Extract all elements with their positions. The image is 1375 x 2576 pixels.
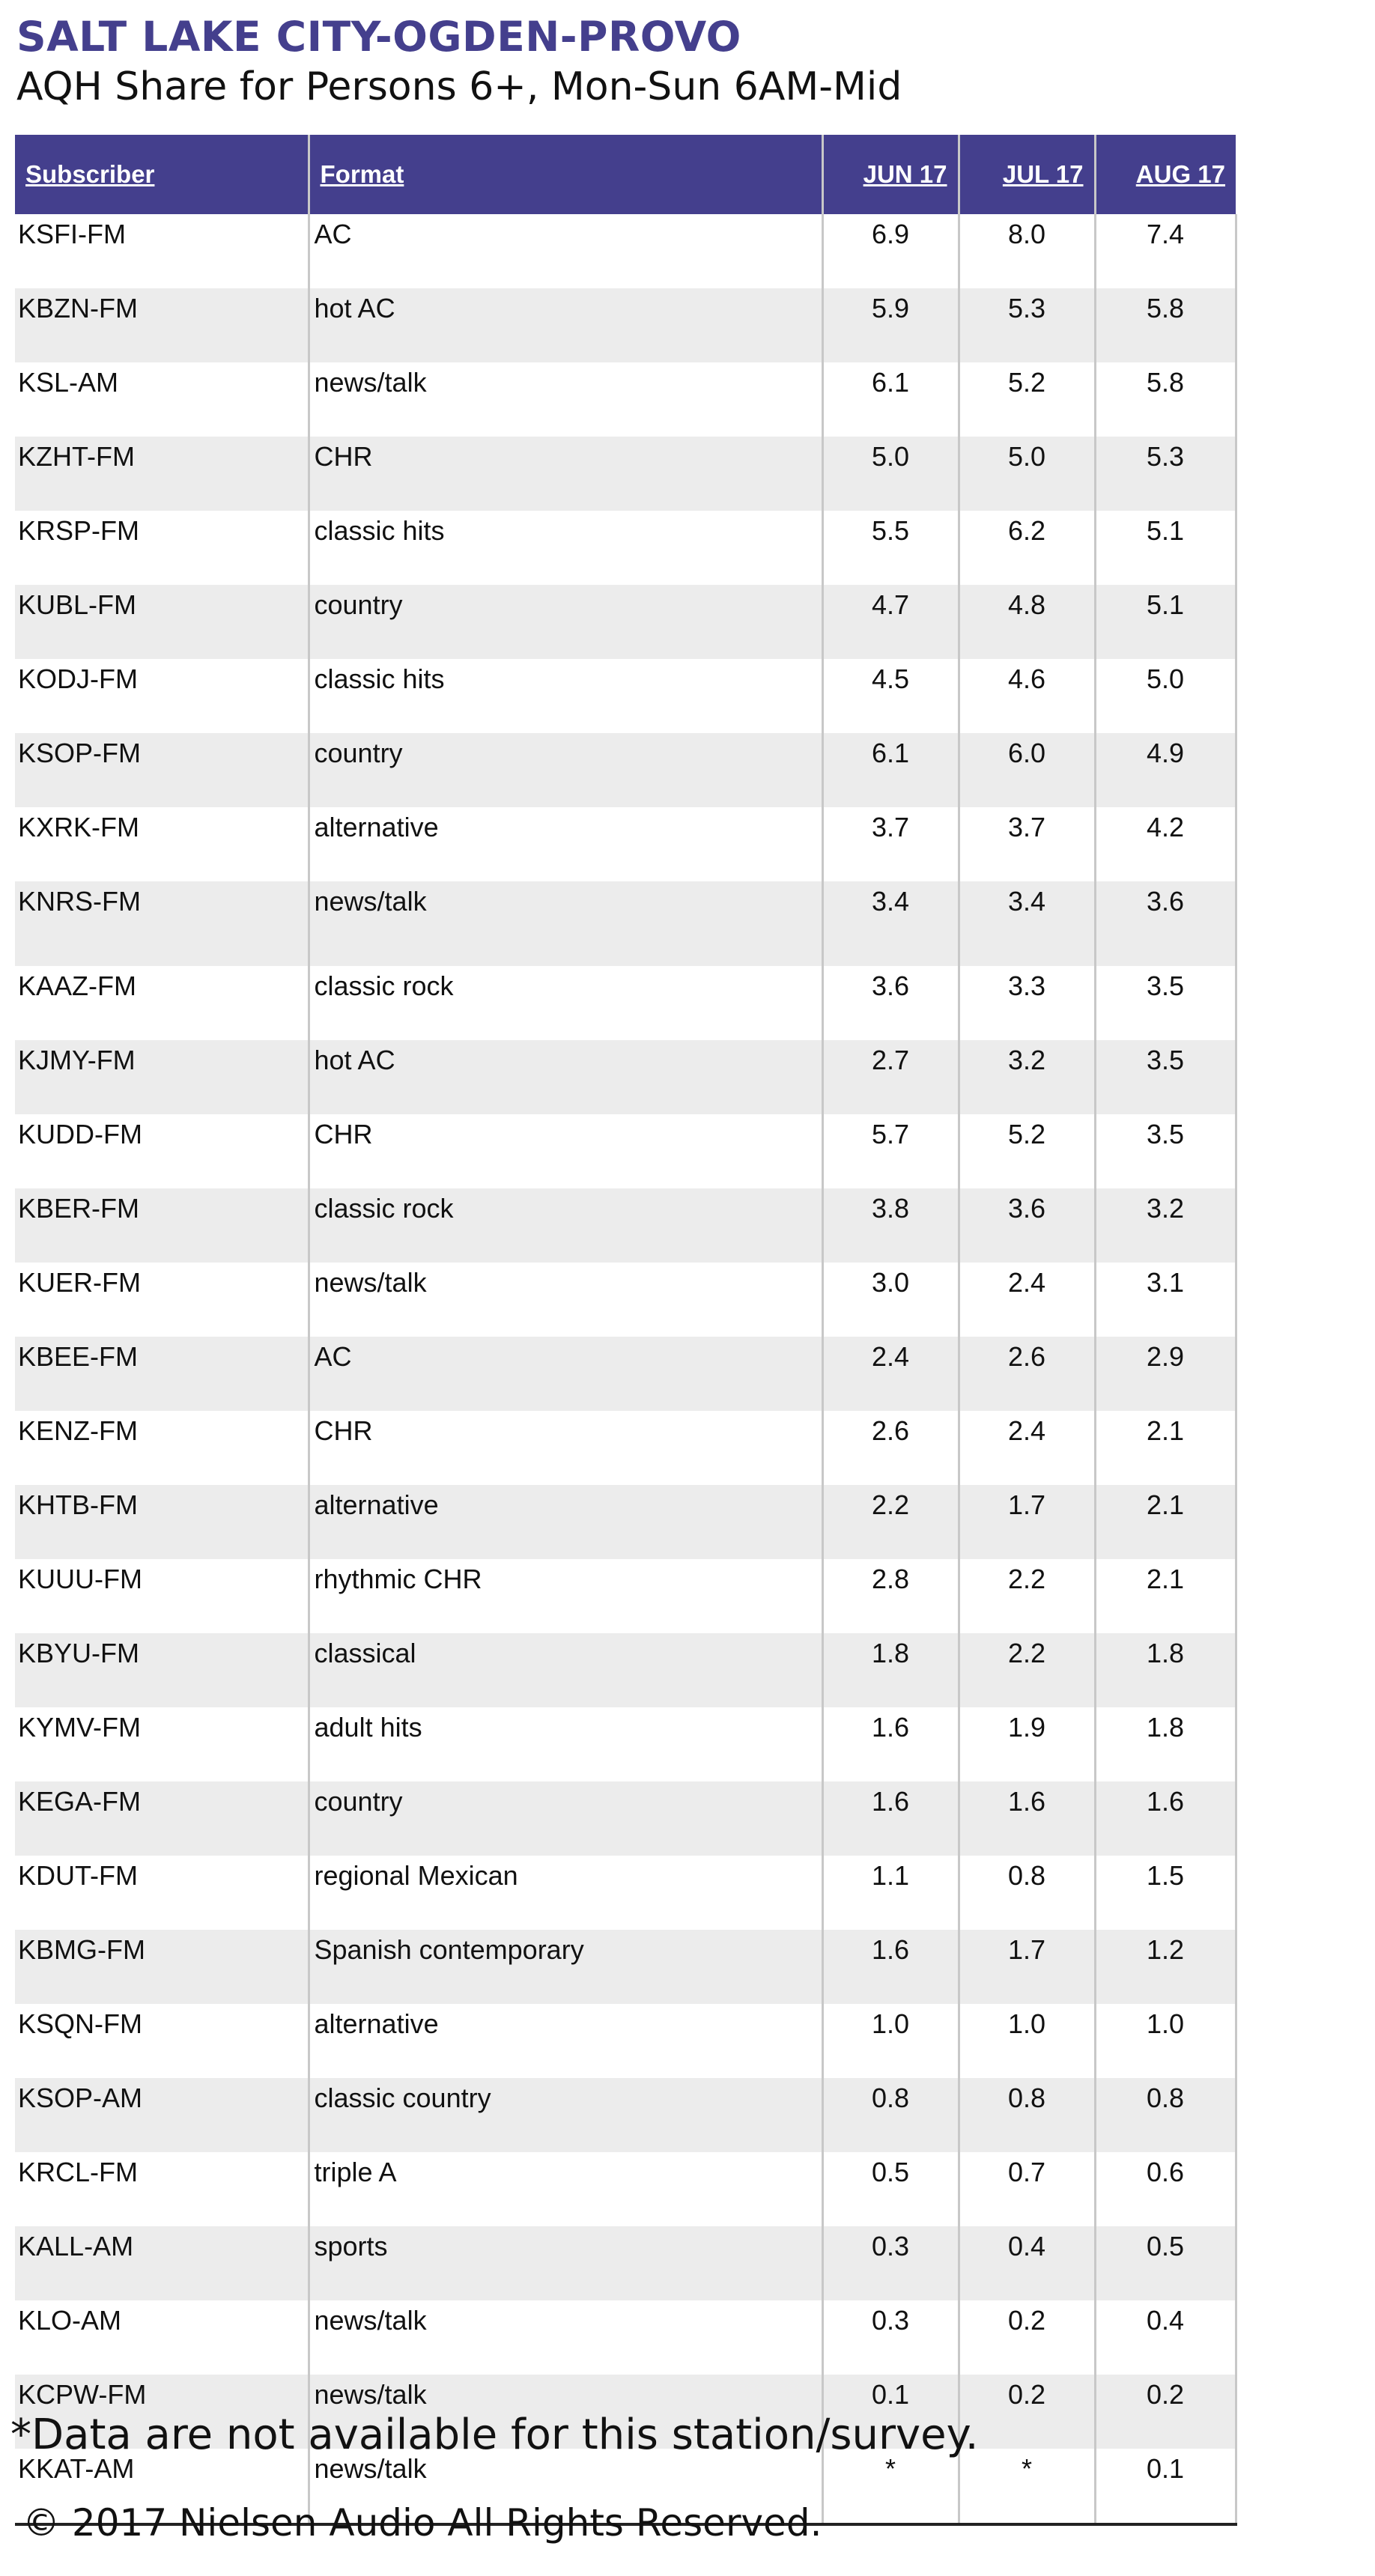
- cell-aug-17: 3.6: [1095, 881, 1236, 966]
- cell-aug-17: 1.6: [1095, 1781, 1236, 1856]
- table-row: [15, 881, 1236, 966]
- cell-subscriber: KUUU-FM: [15, 1559, 309, 1633]
- cell-jul-17: 0.8: [959, 2078, 1095, 2152]
- cell-jun-17: 6.1: [822, 733, 959, 807]
- cell-jul-17: 2.2: [959, 1559, 1095, 1633]
- cell-subscriber: KRCL-FM: [15, 2152, 309, 2226]
- cell-aug-17: 4.9: [1095, 733, 1236, 807]
- cell-subscriber: KZHT-FM: [15, 437, 309, 511]
- cell-format: classic rock: [309, 1188, 822, 1263]
- cell-jul-17: 4.8: [959, 585, 1095, 659]
- table-body: [15, 214, 1236, 2524]
- cell-format: news/talk: [309, 2449, 822, 2524]
- cell-aug-17: 3.5: [1095, 1040, 1236, 1114]
- cell-subscriber: KCPW-FM: [15, 2375, 309, 2449]
- table-row: [15, 1337, 1236, 1411]
- cell-subscriber: KDUT-FM: [15, 1856, 309, 1930]
- cell-jul-17: 3.3: [959, 966, 1095, 1040]
- cell-jul-17: 2.6: [959, 1337, 1095, 1411]
- footnote: *Data are not available for this station/survey.: [10, 2411, 979, 2459]
- table-row: [15, 1411, 1236, 1485]
- table-row: [15, 1856, 1236, 1930]
- cell-jul-17: *: [959, 2449, 1095, 2524]
- cell-subscriber: KSFI-FM: [15, 214, 309, 288]
- cell-format: AC: [309, 214, 822, 288]
- table-row: [15, 511, 1236, 585]
- cell-aug-17: 2.1: [1095, 1485, 1236, 1559]
- cell-aug-17: 7.4: [1095, 214, 1236, 288]
- cell-aug-17: 3.5: [1095, 966, 1236, 1040]
- cell-jul-17: 0.7: [959, 2152, 1095, 2226]
- cell-jun-17: 2.6: [822, 1411, 959, 1485]
- table-row: [15, 1633, 1236, 1707]
- cell-jul-17: 0.8: [959, 1856, 1095, 1930]
- cell-format: sports: [309, 2226, 822, 2300]
- cell-jul-17: 1.6: [959, 1781, 1095, 1856]
- cell-jul-17: 5.3: [959, 288, 1095, 362]
- cell-aug-17: 1.8: [1095, 1633, 1236, 1707]
- copyright-notice: © 2017 Nielsen Audio All Rights Reserved.: [22, 2501, 822, 2545]
- cell-aug-17: 3.5: [1095, 1114, 1236, 1188]
- cell-jul-17: 4.6: [959, 659, 1095, 733]
- cell-aug-17: 0.4: [1095, 2300, 1236, 2375]
- cell-subscriber: KBMG-FM: [15, 1930, 309, 2004]
- cell-subscriber: KSOP-AM: [15, 2078, 309, 2152]
- cell-jul-17: 5.0: [959, 437, 1095, 511]
- cell-aug-17: 4.2: [1095, 807, 1236, 881]
- cell-jun-17: *: [822, 2449, 959, 2524]
- cell-format: CHR: [309, 437, 822, 511]
- table-row: [15, 437, 1236, 511]
- table-row: [15, 1781, 1236, 1856]
- cell-format: news/talk: [309, 2375, 822, 2449]
- cell-subscriber: KAAZ-FM: [15, 966, 309, 1040]
- cell-subscriber: KUBL-FM: [15, 585, 309, 659]
- table-row: [15, 1559, 1236, 1633]
- cell-format: country: [309, 733, 822, 807]
- table-row: [15, 1707, 1236, 1781]
- cell-jun-17: 3.8: [822, 1188, 959, 1263]
- cell-jun-17: 0.8: [822, 2078, 959, 2152]
- cell-jun-17: 5.9: [822, 288, 959, 362]
- cell-jun-17: 3.4: [822, 881, 959, 966]
- cell-aug-17: 1.5: [1095, 1856, 1236, 1930]
- cell-format: classic hits: [309, 511, 822, 585]
- cell-jul-17: 3.6: [959, 1188, 1095, 1263]
- cell-subscriber: KLO-AM: [15, 2300, 309, 2375]
- cell-subscriber: KBEE-FM: [15, 1337, 309, 1411]
- cell-format: hot AC: [309, 288, 822, 362]
- table-row: [15, 214, 1236, 288]
- cell-format: Spanish contemporary: [309, 1930, 822, 2004]
- cell-aug-17: 0.8: [1095, 2078, 1236, 2152]
- column-header-subscriber[interactable]: Subscriber: [15, 135, 309, 214]
- column-header-format[interactable]: Format: [309, 135, 822, 214]
- cell-format: classic country: [309, 2078, 822, 2152]
- cell-format: rhythmic CHR: [309, 1559, 822, 1633]
- cell-format: alternative: [309, 807, 822, 881]
- cell-jun-17: 0.1: [822, 2375, 959, 2449]
- cell-aug-17: 0.5: [1095, 2226, 1236, 2300]
- cell-aug-17: 2.1: [1095, 1559, 1236, 1633]
- cell-aug-17: 0.2: [1095, 2375, 1236, 2449]
- cell-jul-17: 2.4: [959, 1263, 1095, 1337]
- cell-subscriber: KBER-FM: [15, 1188, 309, 1263]
- cell-jun-17: 5.7: [822, 1114, 959, 1188]
- cell-aug-17: 5.1: [1095, 511, 1236, 585]
- table-row: [15, 2078, 1236, 2152]
- cell-subscriber: KODJ-FM: [15, 659, 309, 733]
- table-row: [15, 966, 1236, 1040]
- page-subtitle: AQH Share for Persons 6+, Mon-Sun 6AM-Mid: [16, 64, 902, 109]
- cell-jun-17: 3.7: [822, 807, 959, 881]
- cell-aug-17: 1.8: [1095, 1707, 1236, 1781]
- cell-jun-17: 6.9: [822, 214, 959, 288]
- column-header-jul-17[interactable]: JUL 17: [959, 135, 1095, 214]
- cell-format: news/talk: [309, 881, 822, 966]
- cell-format: hot AC: [309, 1040, 822, 1114]
- cell-format: CHR: [309, 1114, 822, 1188]
- table-row: [15, 2300, 1236, 2375]
- table-row: [15, 807, 1236, 881]
- cell-jun-17: 1.1: [822, 1856, 959, 1930]
- cell-aug-17: 5.0: [1095, 659, 1236, 733]
- cell-jul-17: 1.0: [959, 2004, 1095, 2078]
- cell-jun-17: 2.4: [822, 1337, 959, 1411]
- cell-jun-17: 4.5: [822, 659, 959, 733]
- cell-jun-17: 5.5: [822, 511, 959, 585]
- cell-aug-17: 0.6: [1095, 2152, 1236, 2226]
- cell-aug-17: 3.2: [1095, 1188, 1236, 1263]
- column-header-jun-17[interactable]: JUN 17: [822, 135, 959, 214]
- table-row: [15, 1263, 1236, 1337]
- cell-subscriber: KUDD-FM: [15, 1114, 309, 1188]
- cell-subscriber: KEGA-FM: [15, 1781, 309, 1856]
- cell-subscriber: KALL-AM: [15, 2226, 309, 2300]
- cell-jun-17: 3.6: [822, 966, 959, 1040]
- cell-subscriber: KUER-FM: [15, 1263, 309, 1337]
- cell-format: adult hits: [309, 1707, 822, 1781]
- cell-format: regional Mexican: [309, 1856, 822, 1930]
- cell-jun-17: 2.2: [822, 1485, 959, 1559]
- cell-jul-17: 3.4: [959, 881, 1095, 966]
- cell-jun-17: 0.3: [822, 2226, 959, 2300]
- cell-format: classic rock: [309, 966, 822, 1040]
- cell-aug-17: 5.1: [1095, 585, 1236, 659]
- cell-subscriber: KRSP-FM: [15, 511, 309, 585]
- table-row: [15, 1040, 1236, 1114]
- cell-jul-17: 8.0: [959, 214, 1095, 288]
- cell-jul-17: 0.4: [959, 2226, 1095, 2300]
- cell-aug-17: 0.1: [1095, 2449, 1236, 2524]
- cell-jun-17: 1.6: [822, 1930, 959, 2004]
- cell-format: alternative: [309, 1485, 822, 1559]
- table-row: [15, 288, 1236, 362]
- cell-jul-17: 5.2: [959, 1114, 1095, 1188]
- table-row: [15, 2004, 1236, 2078]
- cell-jul-17: 6.2: [959, 511, 1095, 585]
- cell-format: classical: [309, 1633, 822, 1707]
- cell-jul-17: 1.7: [959, 1930, 1095, 2004]
- cell-subscriber: KNRS-FM: [15, 881, 309, 966]
- cell-jun-17: 1.6: [822, 1707, 959, 1781]
- cell-aug-17: 1.0: [1095, 2004, 1236, 2078]
- cell-jun-17: 5.0: [822, 437, 959, 511]
- table-row: [15, 1930, 1236, 2004]
- cell-format: news/talk: [309, 362, 822, 437]
- cell-aug-17: 5.8: [1095, 362, 1236, 437]
- cell-jun-17: 2.8: [822, 1559, 959, 1633]
- cell-jul-17: 3.7: [959, 807, 1095, 881]
- cell-subscriber: KYMV-FM: [15, 1707, 309, 1781]
- cell-jul-17: 3.2: [959, 1040, 1095, 1114]
- page-title: SALT LAKE CITY-OGDEN-PROVO: [16, 13, 741, 61]
- cell-aug-17: 1.2: [1095, 1930, 1236, 2004]
- table-row: [15, 1485, 1236, 1559]
- cell-format: alternative: [309, 2004, 822, 2078]
- cell-jun-17: 2.7: [822, 1040, 959, 1114]
- cell-jun-17: 1.0: [822, 2004, 959, 2078]
- cell-jul-17: 6.0: [959, 733, 1095, 807]
- cell-format: news/talk: [309, 2300, 822, 2375]
- table-row: [15, 1114, 1236, 1188]
- cell-subscriber: KSQN-FM: [15, 2004, 309, 2078]
- cell-subscriber: KBZN-FM: [15, 288, 309, 362]
- header-row: [15, 135, 1236, 214]
- ratings-table: [15, 135, 1237, 2526]
- table-row: [15, 659, 1236, 733]
- cell-jul-17: 0.2: [959, 2300, 1095, 2375]
- cell-aug-17: 5.8: [1095, 288, 1236, 362]
- cell-aug-17: 2.1: [1095, 1411, 1236, 1485]
- column-header-aug-17[interactable]: AUG 17: [1095, 135, 1236, 214]
- cell-subscriber: KXRK-FM: [15, 807, 309, 881]
- table-row: [15, 1188, 1236, 1263]
- table-row: [15, 362, 1236, 437]
- cell-format: AC: [309, 1337, 822, 1411]
- ratings-table-container: [15, 135, 1236, 2526]
- cell-subscriber: KJMY-FM: [15, 1040, 309, 1114]
- cell-jul-17: 0.2: [959, 2375, 1095, 2449]
- cell-subscriber: KSOP-FM: [15, 733, 309, 807]
- cell-jul-17: 1.7: [959, 1485, 1095, 1559]
- cell-jul-17: 2.2: [959, 1633, 1095, 1707]
- cell-jul-17: 5.2: [959, 362, 1095, 437]
- cell-format: country: [309, 585, 822, 659]
- cell-aug-17: 5.3: [1095, 437, 1236, 511]
- cell-subscriber: KHTB-FM: [15, 1485, 309, 1559]
- cell-jun-17: 1.8: [822, 1633, 959, 1707]
- table-row: [15, 2226, 1236, 2300]
- cell-subscriber: KENZ-FM: [15, 1411, 309, 1485]
- table-row: [15, 585, 1236, 659]
- cell-subscriber: KSL-AM: [15, 362, 309, 437]
- cell-subscriber: KBYU-FM: [15, 1633, 309, 1707]
- cell-format: news/talk: [309, 1263, 822, 1337]
- cell-jun-17: 1.6: [822, 1781, 959, 1856]
- cell-jun-17: 4.7: [822, 585, 959, 659]
- cell-jun-17: 6.1: [822, 362, 959, 437]
- cell-aug-17: 2.9: [1095, 1337, 1236, 1411]
- cell-jul-17: 1.9: [959, 1707, 1095, 1781]
- cell-aug-17: 3.1: [1095, 1263, 1236, 1337]
- cell-format: CHR: [309, 1411, 822, 1485]
- cell-jun-17: 0.5: [822, 2152, 959, 2226]
- cell-jul-17: 2.4: [959, 1411, 1095, 1485]
- cell-jun-17: 0.3: [822, 2300, 959, 2375]
- cell-jun-17: 3.0: [822, 1263, 959, 1337]
- table-header: [15, 135, 1236, 214]
- cell-format: country: [309, 1781, 822, 1856]
- cell-format: classic hits: [309, 659, 822, 733]
- cell-subscriber: KKAT-AM: [15, 2449, 309, 2524]
- table-row: [15, 733, 1236, 807]
- table-row: [15, 2152, 1236, 2226]
- cell-format: triple A: [309, 2152, 822, 2226]
